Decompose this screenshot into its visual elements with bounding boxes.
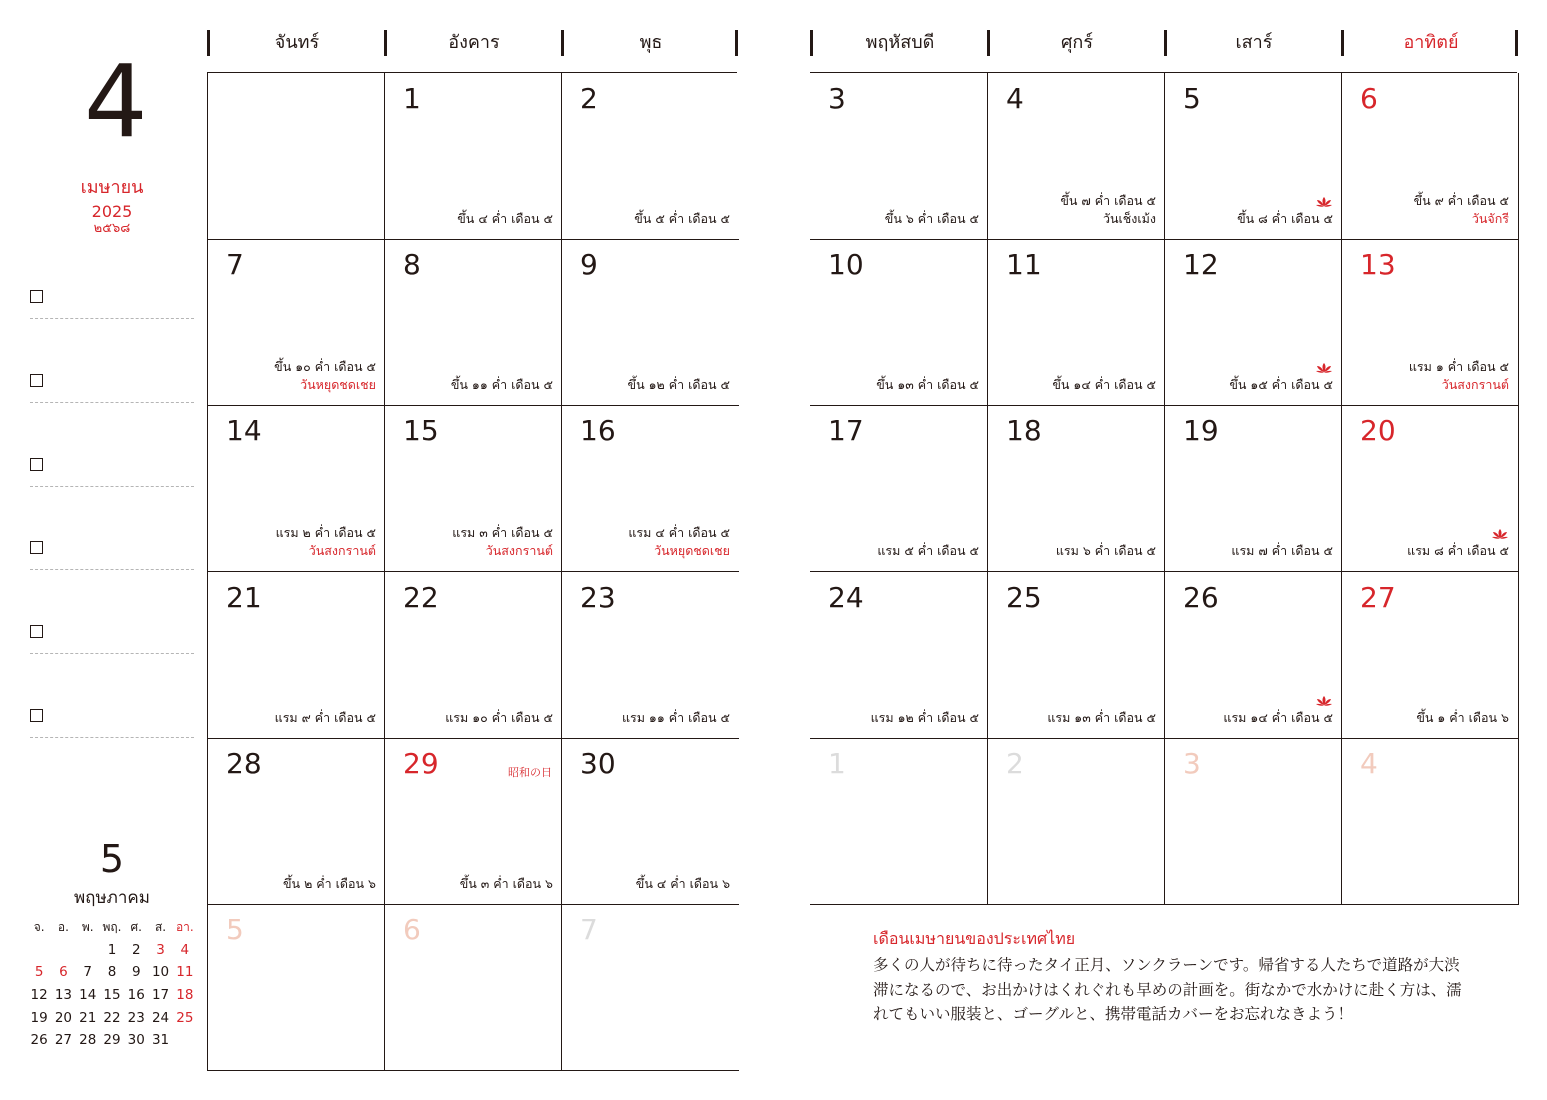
day-cell[interactable] (207, 405, 385, 572)
mini-weekday: อา. (175, 919, 194, 934)
weekday-label: พุธ (639, 32, 663, 53)
lunar-date: แรม ๑๐ ค่ำ เดือน ๕ (445, 710, 553, 725)
mini-date: 30 (127, 1032, 145, 1049)
mini-date: 25 (176, 1009, 194, 1026)
mini-weekday: ศ. (130, 919, 142, 934)
mini-week-row (27, 1029, 197, 1052)
mini-date: 28 (79, 1032, 97, 1049)
day-cell[interactable] (987, 738, 1165, 905)
lunar-date: ขึ้น ๑๓ ค่ำ เดือน ๕ (876, 377, 979, 392)
mini-date: 10 (151, 964, 170, 981)
day-cell[interactable] (1164, 405, 1342, 572)
header-end-bar (735, 30, 738, 56)
calendar-grid-left (207, 72, 737, 946)
day-number: 2 (1006, 747, 1024, 780)
day-cell[interactable] (384, 405, 562, 572)
day-number: 7 (226, 248, 244, 281)
day-cell[interactable] (810, 73, 988, 240)
day-number: 19 (1183, 414, 1219, 447)
day-cell[interactable] (207, 738, 385, 905)
day-number: 9 (580, 248, 598, 281)
day-number: 30 (580, 747, 616, 780)
day-number: 10 (828, 248, 864, 281)
day-cell[interactable] (987, 572, 1165, 739)
event-label: วันเช็งเม้ง (1102, 211, 1156, 226)
lunar-date: ขึ้น ๖ ค่ำ เดือน ๕ (884, 211, 979, 226)
day-number: 28 (226, 747, 262, 780)
event-label: วันสงกรานต์ (485, 543, 553, 558)
weekday-header-cell (207, 30, 384, 56)
task-line[interactable] (30, 533, 194, 570)
mini-weekday: พ. (81, 919, 94, 934)
note-title: เดือนเมษายนของประเทศไทย (873, 929, 1076, 948)
checkbox-icon[interactable] (30, 709, 43, 722)
lunar-date: แรม ๑๒ ค่ำ เดือน ๕ (870, 710, 979, 725)
day-cell[interactable] (1164, 73, 1342, 240)
day-cell[interactable] (810, 405, 988, 572)
mini-date: 14 (79, 987, 97, 1004)
mini-date: 23 (127, 1009, 145, 1026)
day-cell[interactable] (384, 73, 562, 240)
day-cell[interactable] (1164, 738, 1342, 905)
day-number: 14 (226, 414, 262, 447)
day-cell[interactable] (207, 239, 385, 406)
lunar-date: ขึ้น ๔ ค่ำ เดือน ๕ (457, 211, 553, 226)
day-number: 27 (1360, 581, 1396, 614)
mini-date: 16 (127, 987, 145, 1004)
lunar-date: แรม ๓ ค่ำ เดือน ๕ (452, 525, 553, 540)
lunar-date: แรม ๔ ค่ำ เดือน ๕ (628, 525, 730, 540)
mini-date: 15 (103, 987, 121, 1004)
event-label: วันจักรี (1471, 211, 1509, 226)
checkbox-icon[interactable] (30, 290, 43, 303)
weekday-header-cell (1341, 30, 1518, 56)
mini-date: 27 (54, 1032, 73, 1049)
day-cell[interactable] (561, 405, 739, 572)
day-cell[interactable] (810, 738, 988, 905)
lunar-date: แรม ๗ ค่ำ เดือน ๕ (1231, 543, 1333, 558)
day-number: 4 (1360, 747, 1378, 780)
day-cell[interactable] (1341, 738, 1519, 905)
weekday-label: เสาร์ (1235, 32, 1273, 53)
day-cell[interactable] (1341, 73, 1519, 240)
checkbox-icon[interactable] (30, 625, 43, 638)
next-month-name: พฤษภาคม (73, 888, 151, 908)
mini-date: 20 (54, 1009, 73, 1026)
day-cell[interactable] (384, 239, 562, 406)
mini-weekday: จ. (33, 919, 45, 934)
day-cell[interactable] (384, 572, 562, 739)
task-line[interactable] (30, 282, 194, 319)
mini-weekday: อ. (57, 919, 69, 934)
day-number: 17 (828, 414, 864, 447)
weekday-label: จันทร์ (274, 32, 320, 53)
task-line[interactable] (30, 450, 194, 487)
checkbox-icon[interactable] (30, 541, 43, 554)
day-cell[interactable] (1341, 572, 1519, 739)
mini-date: 1 (107, 941, 117, 958)
mini-date: 4 (180, 941, 190, 958)
lunar-date: ขึ้น ๒ ค่ำ เดือน ๖ (283, 876, 376, 891)
day-number: 8 (403, 248, 421, 281)
mini-date: 13 (54, 987, 73, 1004)
mini-week-row (27, 984, 197, 1007)
day-cell[interactable] (810, 239, 988, 406)
day-cell[interactable] (561, 904, 739, 1071)
lunar-date: ขึ้น ๑๔ ค่ำ เดือน ๕ (1052, 377, 1156, 392)
day-cell[interactable] (1164, 239, 1342, 406)
lunar-date: แรม ๖ ค่ำ เดือน ๕ (1055, 543, 1156, 558)
lunar-date: แรม ๑๓ ค่ำ เดือน ๕ (1047, 710, 1156, 725)
lunar-date: ขึ้น ๗ ค่ำ เดือน ๕ (1060, 193, 1156, 208)
day-number: 20 (1360, 414, 1396, 447)
mini-date: 18 (176, 987, 194, 1004)
day-number: 4 (1006, 82, 1024, 115)
weekday-label: อาทิตย์ (1403, 32, 1459, 53)
mini-date: 3 (156, 941, 165, 958)
next-month-number: 5 (99, 837, 125, 881)
lunar-date: แรม ๘ ค่ำ เดือน ๕ (1407, 543, 1509, 558)
lotus-icon (1491, 525, 1509, 537)
year-ce: 2025 (91, 202, 133, 221)
day-number: 23 (580, 581, 616, 614)
task-line[interactable] (30, 617, 194, 654)
lunar-date: ขึ้น ๑๕ ค่ำ เดือน ๕ (1229, 377, 1333, 392)
lunar-date: แรม ๙ ค่ำ เดือน ๕ (274, 710, 376, 725)
day-cell[interactable] (561, 738, 739, 905)
day-number: 5 (1183, 82, 1201, 115)
lunar-date: ขึ้น ๑ ค่ำ เดือน ๖ (1416, 710, 1509, 725)
event-label: วันหยุดชดเชย (654, 543, 730, 558)
day-cell[interactable] (384, 904, 562, 1071)
weekday-label: พฤหัสบดี (865, 32, 935, 53)
weekday-label: อังคาร (448, 32, 500, 53)
weekday-header-cell (384, 30, 561, 56)
mini-date: 26 (30, 1032, 48, 1049)
calendar-grid-right (810, 72, 1517, 780)
day-number: 7 (580, 913, 598, 946)
day-number: 21 (226, 581, 262, 614)
day-number: 5 (226, 913, 244, 946)
weekday-header-cell (561, 30, 738, 56)
lotus-icon (1315, 193, 1333, 205)
lunar-date: ขึ้น ๔ ค่ำ เดือน ๖ (635, 876, 730, 891)
lunar-date: ขึ้น ๘ ค่ำ เดือน ๕ (1237, 211, 1333, 226)
mini-weekday: ส. (154, 919, 167, 934)
note-body: 多くの人が待ちに待ったタイ正月、ソンクラーンです。帰省する人たちで道路が大渋滞になるので、お出かけはくれぐれも早めの計画を。街なかで水かけに赴く方は、濡れてもいい服装と、ゴーグルと、携帯電話カバーをお忘れなきよう！ (873, 956, 1462, 1023)
mini-date: 7 (83, 964, 92, 981)
day-number: 6 (403, 913, 421, 946)
lunar-date: ขึ้น ๑๐ ค่ำ เดือน ๕ (274, 359, 376, 374)
japanese-holiday-label: 昭和の日 (508, 766, 552, 779)
lunar-date: ขึ้น ๓ ค่ำ เดือน ๖ (459, 876, 553, 891)
event-label: วันสงกรานต์ (1441, 377, 1509, 392)
weekday-header-cell (1164, 30, 1341, 56)
day-cell[interactable] (1341, 405, 1519, 572)
task-line[interactable] (30, 366, 194, 403)
lunar-date: ขึ้น ๑๒ ค่ำ เดือน ๕ (627, 377, 730, 392)
lunar-date: ขึ้น ๑๑ ค่ำ เดือน ๕ (450, 377, 553, 392)
month-number: 4 (84, 43, 148, 160)
day-cell[interactable] (810, 572, 988, 739)
lunar-date: แรม ๑๑ ค่ำ เดือน ๕ (621, 710, 730, 725)
mini-date: 31 (151, 1032, 170, 1049)
month-name: เมษายน (80, 177, 144, 198)
event-label: วันสงกรานต์ (308, 543, 376, 558)
day-number: 12 (1183, 248, 1219, 281)
mini-date: 8 (107, 964, 117, 981)
day-cell[interactable] (207, 904, 385, 1071)
mini-week-row (27, 939, 197, 962)
mini-date: 19 (30, 1009, 48, 1026)
day-cell[interactable] (987, 405, 1165, 572)
day-cell[interactable] (987, 73, 1165, 240)
mini-weekday-row (27, 916, 197, 939)
day-number: 16 (580, 414, 616, 447)
day-number: 11 (1006, 248, 1042, 281)
lunar-date: ขึ้น ๙ ค่ำ เดือน ๕ (1413, 193, 1509, 208)
day-number: 1 (828, 747, 846, 780)
lunar-date: แรม ๒ ค่ำ เดือน ๕ (275, 525, 376, 540)
weekday-header-cell (810, 30, 987, 56)
day-number: 3 (828, 82, 846, 115)
lotus-icon (1315, 359, 1333, 371)
day-cell[interactable] (987, 239, 1165, 406)
mini-date: 6 (59, 964, 68, 981)
day-number: 25 (1006, 581, 1042, 614)
header-end-bar (1515, 30, 1518, 56)
day-number: 22 (403, 581, 439, 614)
day-cell[interactable] (561, 572, 739, 739)
lunar-date: ขึ้น ๕ ค่ำ เดือน ๕ (634, 211, 730, 226)
day-cell[interactable] (207, 73, 385, 240)
mini-date: 9 (131, 964, 141, 981)
mini-date: 24 (151, 1009, 170, 1026)
event-label: วันหยุดชดเชย (300, 377, 376, 392)
weekday-label: ศุกร์ (1061, 32, 1093, 53)
task-line[interactable] (30, 701, 194, 738)
next-month-mini-calendar (27, 916, 197, 1052)
year-be: ๒๕๖๘ (93, 221, 131, 236)
weekday-header-cell (987, 30, 1164, 56)
day-cell[interactable] (207, 572, 385, 739)
mini-date: 17 (151, 987, 170, 1004)
day-number: 29 (403, 747, 439, 780)
lunar-date: แรม ๑๔ ค่ำ เดือน ๕ (1223, 710, 1333, 725)
day-number: 26 (1183, 581, 1219, 614)
mini-date: 11 (176, 964, 194, 981)
day-number: 24 (828, 581, 864, 614)
day-cell[interactable] (1164, 572, 1342, 739)
mini-week-row (27, 1006, 197, 1029)
mini-date: 29 (103, 1032, 121, 1049)
day-cell[interactable] (384, 738, 562, 905)
lotus-icon (1315, 692, 1333, 704)
day-cell[interactable] (561, 73, 739, 240)
day-cell[interactable] (561, 239, 739, 406)
checkbox-icon[interactable] (30, 458, 43, 471)
mini-date: 5 (34, 964, 44, 981)
mini-weekday: พฤ. (102, 919, 122, 934)
day-number: 1 (403, 82, 421, 115)
lunar-date: แรม ๑ ค่ำ เดือน ๕ (1408, 359, 1509, 374)
mini-week-row (27, 961, 197, 984)
day-number: 2 (580, 82, 598, 115)
checkbox-icon[interactable] (30, 374, 43, 387)
mini-date: 22 (103, 1009, 121, 1026)
lunar-date: แรม ๕ ค่ำ เดือน ๕ (877, 543, 979, 558)
mini-date: 12 (30, 987, 48, 1004)
mini-date: 21 (79, 1009, 97, 1026)
day-number: 13 (1360, 248, 1396, 281)
day-cell[interactable] (1341, 239, 1519, 406)
mini-date: 2 (131, 941, 141, 958)
day-number: 18 (1006, 414, 1042, 447)
day-number: 3 (1183, 747, 1201, 780)
day-number: 15 (403, 414, 439, 447)
day-number: 6 (1360, 82, 1378, 115)
